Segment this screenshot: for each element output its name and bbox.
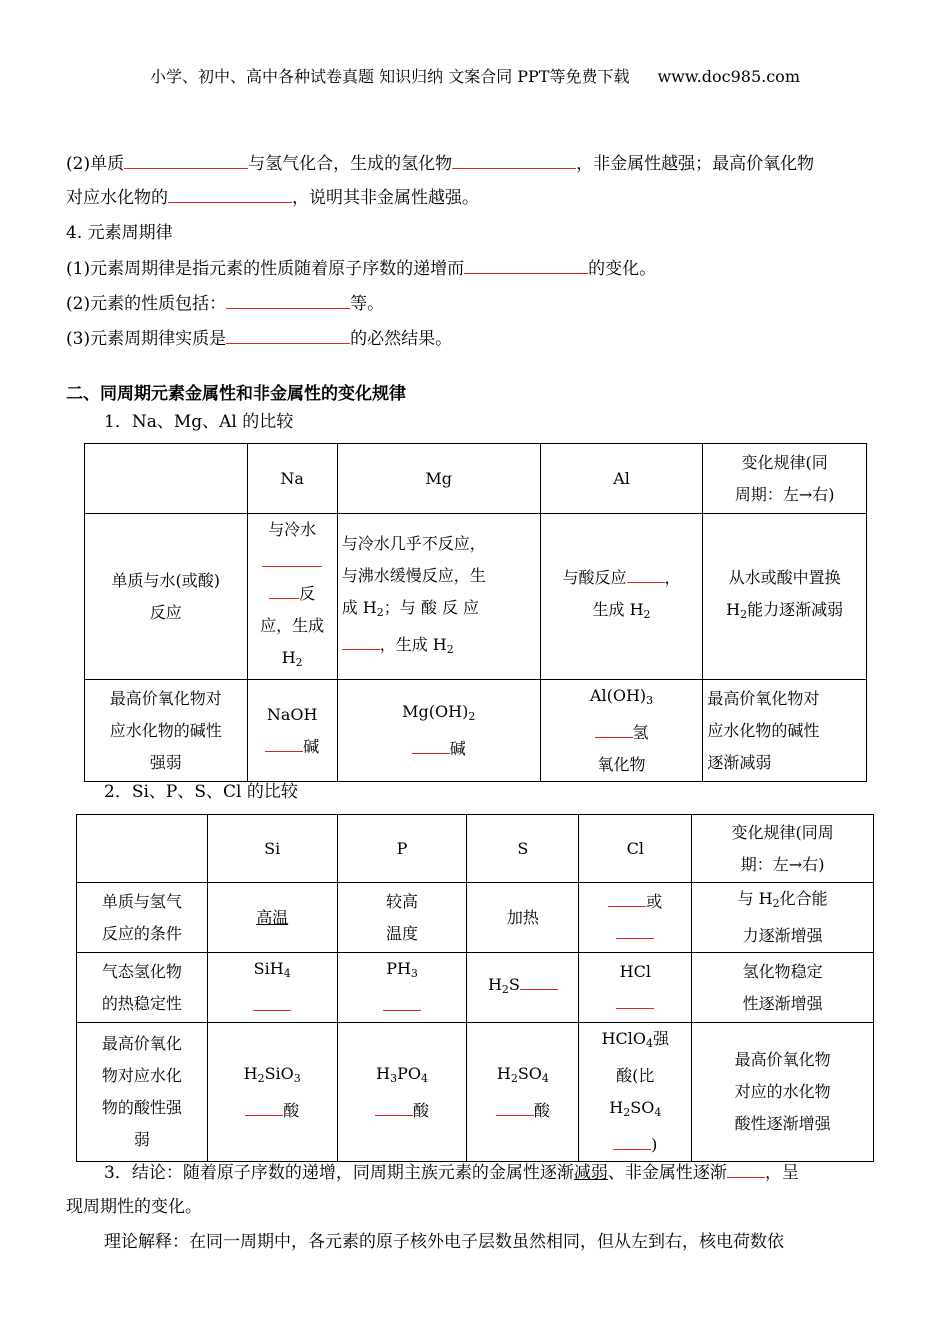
paragraph-2-line2: 对应水化物的 ，说明其非金属性越强。 xyxy=(66,188,479,208)
s4-item2: (2)元素的性质包括： 等。 xyxy=(66,294,385,314)
section-2-title: 二、同周期元素金属性和非金属性的变化规律 xyxy=(66,384,406,404)
s4-item3: (3)元素周期律实质是 的必然结果。 xyxy=(66,329,453,349)
s4-item1: (1)元素周期律是指元素的性质随着原子序数的递增而 的变化。 xyxy=(66,259,657,279)
subsection-2-title: 2．Si、P、S、Cl 的比较 xyxy=(104,782,298,802)
table-na-mg-al: Na Mg Al 变化规律(同 周期：左→右) 单质与水(或酸) 反应 与冷水 反 应，生成 $H_2$ 与冷水几乎不反应， 与沸水缓慢反应，生 成 $H_2$；与 酸 反 应 ，生成 $H_2$ 与酸反应 ， 生成 $H_2$ 从水或酸中置换 $H_2$能力逐渐减弱 最高价氧化物对 应水化物的碱性 强弱 NaOH 碱 $Mg(OH)_2$ 碱 $Al(OH)_3$ 氢 氧化物 最高价氧化物对 应水化物的碱性 逐渐减弱 xyxy=(84,443,867,782)
conclusion-line2: 现周期性的变化。 xyxy=(66,1197,202,1217)
conclusion-line1: 3．结论：随着原子序数的递增，同周期主族元素的金属性逐渐减弱、非金属性逐渐 ，呈 xyxy=(104,1163,799,1183)
subsection-1-title: 1．Na、Mg、Al 的比较 xyxy=(104,412,294,432)
paragraph-2-line1: (2)单质 与氢气化合，生成的氢化物 ，非金属性越强；最高价氧化物 xyxy=(66,154,815,174)
section-4-title: 4. 元素周期律 xyxy=(66,223,173,243)
table-si-p-s-cl: Si P S Cl 变化规律(同周 期：左→右) 单质与氢气 反应的条件 高温 较高 温度 加热 或 与 $H_2$化合能 力逐渐增强 气态氢化物 的热稳定性 SiH$_4$ $PH_3$ $H_2S$ HCl 氢化物稳定 性逐渐增强 最高价氧化 物对应水化 物的酸性强 弱 $H_2SiO_3$ 酸 $H_3PO_4$ 酸 $H_2SO_4$ 酸 HClO$_4$强 酸(比 $H_2SO_4$ ) 最高价氧化物 对应的水化物 酸性逐渐增强 xyxy=(76,814,874,1162)
theory-explanation: 理论解释：在同一周期中，各元素的原子核外电子层数虽然相同，但从左到右，核电荷数依 xyxy=(104,1232,784,1252)
page-header: 小学、初中、高中各种试卷真题 知识归纳 文案合同 PPT等免费下载 www.doc985.com xyxy=(150,67,800,86)
header-url[interactable]: www.doc985.com xyxy=(657,67,800,86)
